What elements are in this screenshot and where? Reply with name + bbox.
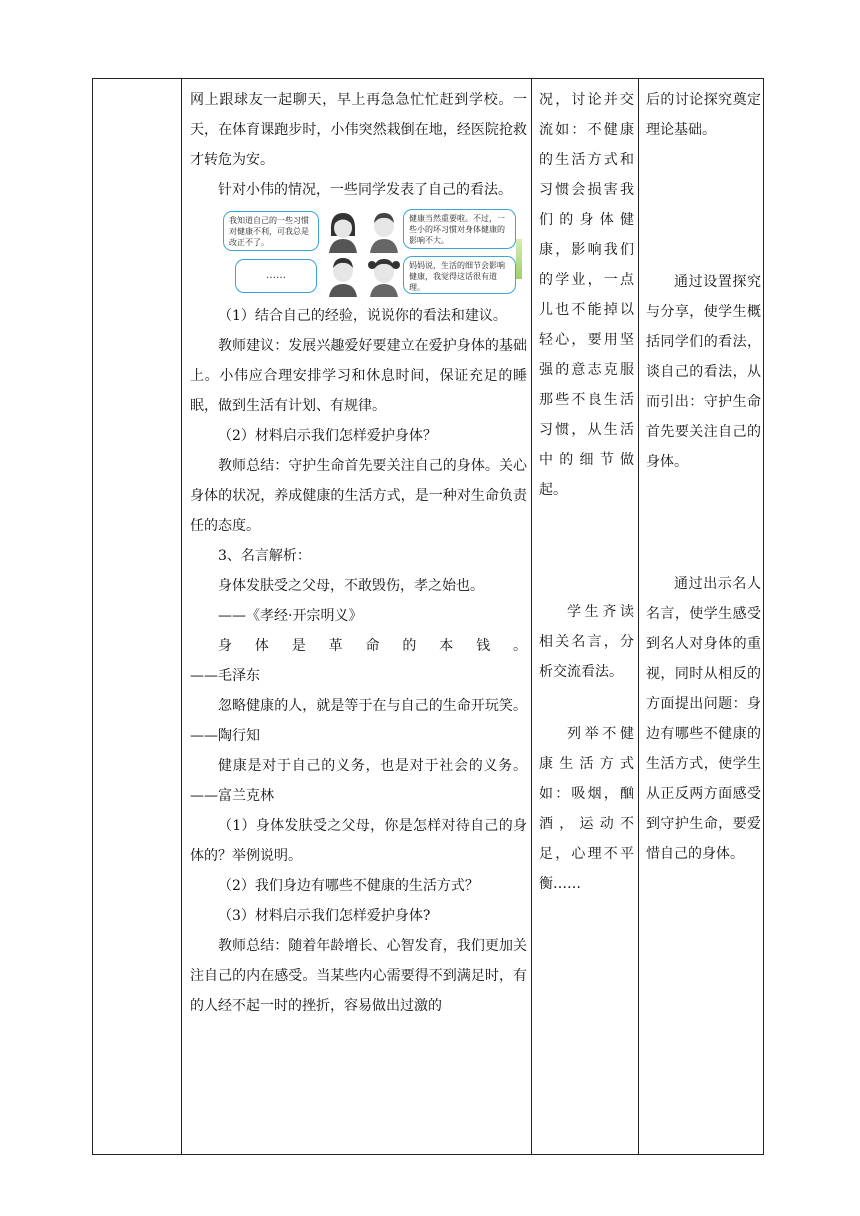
spacer [646, 477, 761, 569]
opinions-intro: 针对小伟的情况，一些同学发表了自己的看法。 [218, 182, 512, 198]
teaching-process-column [181, 79, 531, 1021]
speech-bubble-2: 健康当然重要啦。不过，一些小的坏习惯对身体健康的影响不大。 [403, 209, 516, 249]
decorative-bar [516, 239, 522, 279]
girl-pigtails-avatar-icon [367, 256, 401, 297]
design-intent-2: 通过设置探究与分享，使学生概括同学们的看法，谈自己的看法，从而引出：守护生命首先要关注自己的身体。 [646, 274, 761, 470]
question-4: （2）我们身边有哪些不健康的生活方式？ [218, 878, 479, 894]
teacher-summary-2: 教师总结：随着年龄增长、心智发育，我们更加关注自己的内在感受。当某些内心需要得不到满足时，有的人经不起一时的挫折，容易做出过激的 [190, 938, 527, 1014]
section-heading-quotes: 3、名言解析： [218, 548, 311, 564]
boy-avatar-icon [367, 209, 401, 253]
design-intent-1: 后的讨论探究奠定理论基础。 [646, 92, 761, 138]
lesson-table [92, 78, 764, 1155]
question-3: （1）身体发肤受之父母，你是怎样对待自己的身体的？举例说明。 [190, 818, 527, 864]
teacher-advice: 教师建议：发展兴趣爱好要建立在爱护身体的基础上。小伟应合理安排学习和休息时间，保证充足的睡眠，做到生活有计划、有规律。 [190, 338, 527, 414]
design-intent-column [638, 79, 765, 869]
story-paragraph: 网上跟球友一起聊天，早上再急急忙忙赶到学校。一天，在体育课跑步时，小伟突然栽倒在地，经医院抢救才转危为安。 [190, 92, 527, 168]
opinions-illustration [223, 209, 518, 297]
spacer [539, 687, 634, 719]
student-activity-1: 况，讨论并交流如：不健康的生活方式和习惯会损害我们的身体健康，影响我们的学业，一点儿也不能掉以轻心，要用坚强的意志克服那些不良生活习惯，从生活中的细节做起。 [539, 92, 634, 498]
quote-3: 忽略健康的人，就是等于在与自己的生命开玩笑。 ——陶行知 [190, 698, 532, 744]
teacher-summary-1: 教师总结：守护生命首先要关注自己的身体。关心身体的状况，养成健康的生活方式，是一种对生命负责任的态度。 [190, 458, 527, 534]
quote-2-source: ——毛泽东 [190, 668, 260, 684]
quote-1: 身体发肤受之父母，不敢毁伤，孝之始也。 [218, 578, 484, 594]
speech-bubble-4: 妈妈说，生活的细节会影响健康，我觉得这话很有道理。 [403, 256, 516, 294]
question-2: （2）材料启示我们怎样爱护身体？ [218, 428, 437, 444]
student-activity-column [531, 79, 638, 899]
quote-1-source: ——《孝经·开宗明义》 [218, 608, 363, 624]
boy-avatar-icon-2 [326, 256, 360, 297]
speech-bubble-3: …… [235, 259, 317, 293]
girl-avatar-icon [326, 209, 360, 253]
student-activity-3: 列举不健康生活方式如：吸烟，酗酒，运动不足，心理不平衡…… [539, 726, 634, 892]
speech-bubble-1: 我知道自己的一些习惯对健康不利，可我总是改正不了。 [223, 211, 319, 251]
spacer [646, 145, 761, 267]
question-1: （1）结合自己的经验，说说你的看法和建议。 [218, 308, 507, 324]
design-intent-3: 通过出示名人名言，使学生感受到名人对身体的重视，同时从相反的方面提出问题：身边有哪些不健康的生活方式，使学生从正反两方面感受到守护生命，要爱惜自己的身体。 [646, 576, 761, 862]
spacer [539, 505, 634, 597]
student-activity-2: 学生齐读相关名言，分析交流看法。 [539, 604, 634, 680]
question-5: （3）材料启示我们怎样爱护身体? [218, 908, 431, 924]
quote-4: 健康是对于自己的义务，也是对于社会的义务。 ——富兰克林 [190, 758, 532, 804]
quote-2: 身 体 是 革 命 的 本 钱 。 [218, 638, 527, 654]
